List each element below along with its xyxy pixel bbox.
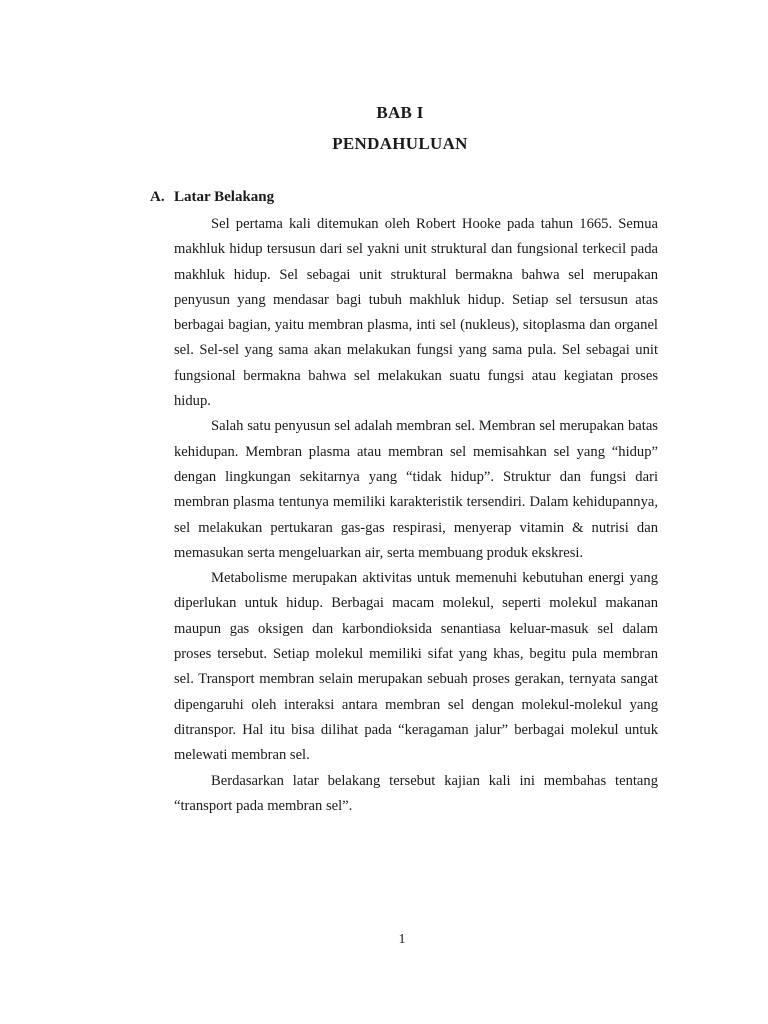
chapter-number: BAB I [376,103,424,122]
paragraph: Salah satu penyusun sel adalah membran sel. Membran sel merupakan batas kehidupan. Membran plasma atau membran sel memisahkan sel yang “hidup” dengan lingkungan sekitarnya yang “tidak hidup”. Struktur dan fungsi dari membran plasma tentunya memiliki karakteristik tersendiri. Dalam kehidupannya, sel melakukan pertukaran gas-gas respirasi, menyerap vitamin & nutrisi dan memasukan serta mengeluarkan air, serta membuang produk ekskresi. [174,418,658,561]
paragraph: Metabolisme merupakan aktivitas untuk memenuhi kebutuhan energi yang diperlukan untuk hidup. Berbagai macam molekul, seperti molekul makanan maupun gas oksigen dan karbondioksida senantiasa keluar-masuk sel dalam proses tersebut. Setiap molekul memiliki sifat yang khas, begitu pula membran sel. Transport membran selain merupakan sebuah proses gerakan, ternyata sangat dipengaruhi oleh interaksi antara membran sel dengan molekul-molekul yang ditranspor. Hal itu bisa dilihat pada “keragaman jalur” berbagai molekul untuk melewati membran sel. [174,570,658,764]
section-heading [150,189,274,206]
paragraph: Berdasarkan latar belakang tersebut kajian kali ini membahas tentang “transport pada membran sel”. [174,772,658,814]
section-letter: A. [150,189,165,205]
paragraph: Sel pertama kali ditemukan oleh Robert Hooke pada tahun 1665. Semua makhluk hidup tersusun dari sel yakni unit struktural dan fungsional terkecil pada makhluk hidup. Sel sebagai unit struktural bermakna bahwa sel merupakan penyusun yang mendasar bagi tubuh makhluk hidup. Setiap sel tersusun atas berbagai bagian, yaitu membran plasma, inti sel (nukleus), sitoplasma dan organel sel. Sel-sel yang sama akan melakukan fungsi yang sama pula. Sel sebagai unit fungsional bermakna bahwa sel melakukan suatu fungsi atau kegiatan proses hidup. [174,216,658,410]
chapter-title: PENDAHULUAN [332,134,468,153]
section-title: Latar Belakang [174,189,275,205]
page-number: 1 [398,932,406,947]
body-text [174,212,658,819]
